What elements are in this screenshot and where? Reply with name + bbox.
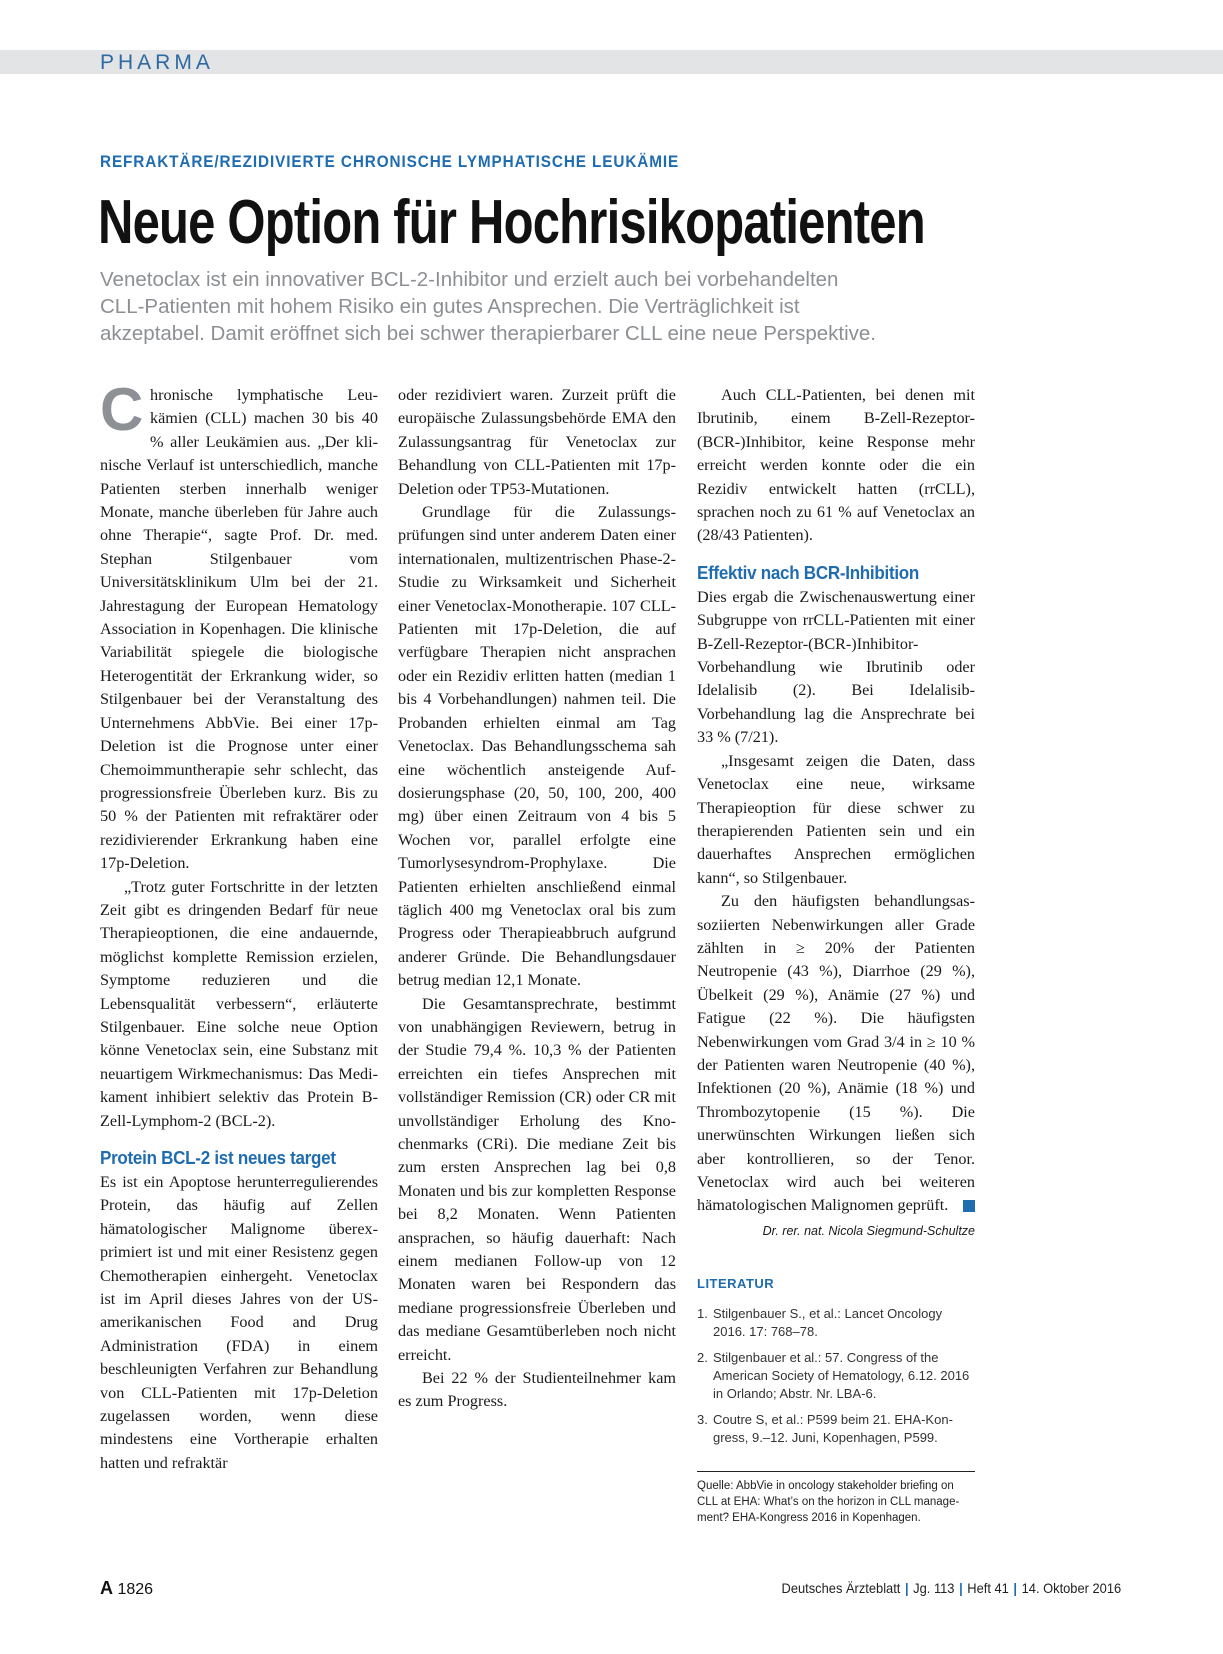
article-column-2 bbox=[398, 384, 676, 1414]
footer-separator: | bbox=[958, 1580, 963, 1596]
body-paragraph: oder rezidiviert waren. Zurzeit prüft die europäische Zulassungsbehörde EMA den Zulassungsantrag für Venetoclax zur Behandlung von CLL-Patienten mit 17p-Deletion oder TP53-Mutationen. bbox=[398, 386, 676, 498]
paragraph-text: Zu den häufigsten behandlungsassoziierten Nebenwirkungen aller Grade zählten in ≥ 20% der Patienten Neutropenie (43 %), Diarrhoe (29 %), Übelkeit (29 %), Anämie (27 %) und Fatigue (22 %). Die häufigsten Nebenwirkungen vom Grad 3/4 in ≥ 10 % der Patienten waren Neutropenie (40 %), Infektionen (20 %), Anämie (18 %) und Thrombozytopenie (15 %). Die unerwünschten Wirkungen ließen sich aber kontrollieren, so der Tenor. Venetoclax wird auch bei weiteren hämatologischen Malignomen geprüft. bbox=[697, 892, 975, 1215]
end-of-article-icon bbox=[963, 1200, 975, 1212]
body-paragraph: „Trotz guter Fortschritte in der letzten Zeit gibt es dringenden Bedarf für neue Therapieoptionen, die eine andauernde, möglichst komplette Remission erzielen, Symptome reduzieren und die Lebensqualität verbessern“, erläuterte Stilgenbauer. Eine solche neue Option könne Venetoclax sein, eine Substanz mit neuartigem Wirkmechanismus: Das Medikament inhibiert selektiv das Protein B-Zell-Lymphom-2 (BCL-2). bbox=[100, 877, 378, 1130]
journal-issue: Heft 41 bbox=[967, 1580, 1009, 1596]
body-paragraph: „Insgesamt zeigen die Daten, dass Venetoclax eine neue, wirksame Therapieoption für diese schwer zu therapierenden Patienten sein und ein dauerhaftes Ansprechen ermöglichen kann“, so Stilgenbauer. bbox=[697, 751, 975, 887]
journal-date: 14. Oktober 2016 bbox=[1021, 1580, 1121, 1596]
drop-cap: C bbox=[100, 376, 144, 443]
paragraph-text: hronische lymphatische Leukämien (CLL) machen 30 bis 40 % aller Leukämien aus. „Der klinische Verlauf ist unterschiedlich, manche Patienten sterben innerhalb weniger Monate, manche überleben für Jahre auch ohne Therapie“, sagte Prof. Dr. med. Stephan Stilgenbauer vom Universitätsklinikum Ulm bei der 21. Jahrestagung der European Hematology Association in Kopenhagen. Die klinische Variabilität spiegele die biologische Heterogentität der Erkrankung wider, so Stilgenbauer bei der Veranstaltung des Unternehmens AbbVie. Bei einer 17p-Deletion ist die Prognose unter einer Chemoimmuntherapie sehr schlecht, das progressionsfreie Überleben kurz. Bis zu 50 % der Patienten mit refraktärer oder rezidivierender Erkrankung haben eine 17p-Deletion. bbox=[100, 386, 378, 873]
journal-footer bbox=[781, 1580, 1121, 1596]
footer-separator: | bbox=[904, 1580, 909, 1596]
footer-separator: | bbox=[1013, 1580, 1017, 1596]
lead-line: Venetoclax ist ein innovativer BCL-2-Inhibitor und erzielt auch bei vorbehandelten bbox=[100, 268, 839, 291]
reference-item bbox=[697, 1349, 975, 1403]
body-paragraph: Dies ergab die Zwischenauswertung einer Subgruppe von rrCLL-Patienten mit einer B-Zell-Rezeptor-(BCR-)Inhibitor-Vorbehandlung wie Ibrutinib oder Idelalisib (2). Bei Idelalisib-Vorbehandlung lag die Ansprechrate bei 33 % (7/21). bbox=[697, 587, 975, 747]
reference-number: 3. bbox=[697, 1412, 708, 1428]
section-label: PHARMA bbox=[100, 51, 214, 74]
page-number-value: 1826 bbox=[117, 1581, 154, 1598]
page-number bbox=[100, 1578, 153, 1599]
lead-line: akzeptabel. Damit eröffnet sich bei schwer therapierbarer CLL eine neue Perspektive. bbox=[100, 322, 877, 345]
literature-heading: LITERATUR bbox=[697, 1275, 775, 1291]
article-lead bbox=[100, 266, 980, 347]
reference-text: Stilgenbauer S., et al.: Lancet Oncology 2016. 17: 768–78. bbox=[713, 1306, 943, 1340]
subheading: Effektiv nach BCR-Inhibition bbox=[697, 561, 920, 583]
source-note: Quelle: AbbVie in oncology stakeholder briefing on CLL at EHA: What’s on the horizon in CLL management? EHA-Kongress 2016 in Kopenhagen. bbox=[697, 1471, 975, 1526]
body-paragraph: Grundlage für die Zulassungsprüfungen sind unter anderem Daten einer internationalen, multizentrischen Phase-2-Studie zu Wirksamkeit und Sicherheit einer Venetoclax-Monotherapie. 107 CLL-Patienten mit 17p-Deletion, die auf verfügbare Therapien nicht ansprachen oder ein Rezidiv erlitten hatten (median 1 bis 4 Vorbehandlungen) nahmen teil. Die Probanden erhielten einmal am Tag Venetoclax. Das Behandlungsschema sah eine wöchentlich ansteigende Aufdosierungsphase (20, 50, 100, 200, 400 mg) über einen Zeitraum von 4 bis 5 Wochen vor, parallel erfolgte eine Tumorlysesyndrom-Prophylaxe. Die Patienten erhielten anschließend einmal täglich 400 mg Venetoclax oral bis zum Progress oder Therapieabbruch aufgrund anderer Gründe. Die Behandlungsdauer betrug median 12,1 Monate. bbox=[398, 503, 676, 990]
reference-list bbox=[697, 1305, 975, 1447]
article-kicker: REFRAKTÄRE/REZIDIVIERTE CHRONISCHE LYMPHATISCHE LEUKÄMIE bbox=[100, 152, 680, 171]
reference-number: 1. bbox=[697, 1306, 708, 1322]
page-prefix: A bbox=[100, 1578, 113, 1598]
body-paragraph bbox=[697, 890, 975, 1218]
article-column-1 bbox=[100, 376, 378, 1475]
journal-name: Deutsches Ärzteblatt bbox=[781, 1580, 901, 1596]
reference-text: Coutre S, et al.: P599 beim 21. EHA-Kongress, 9.–12. Juni, Kopenhagen, P599. bbox=[713, 1412, 953, 1446]
reference-number: 2. bbox=[697, 1350, 708, 1366]
body-paragraph: Es ist ein Apoptose herunterregulierendes Protein, das häufig auf Zellen hämatologischer Malignome überexprimiert ist und mit einer Resistenz gegen Chemotherapien einhergeht. Venetoclax ist im April dieses Jahres von der US-amerikanischen Food and Drug Administration (FDA) in einem beschleunigten Verfahren zur Behandlung von CLL-Patienten mit 17p-Deletion zugelassen worden, wenn diese mindestens eine Vortherapie erhalten hatten und refraktär bbox=[100, 1173, 378, 1472]
body-paragraph bbox=[100, 376, 378, 876]
author-byline: Dr. rer. nat. Nicola Siegmund-Schultze bbox=[762, 1223, 975, 1238]
article-column-3 bbox=[697, 384, 975, 1526]
reference-text: Stilgenbauer et al.: 57. Congress of the American Society of Hematology, 6.12. 2016 in Orlando; Abstr. Nr. LBA-6. bbox=[713, 1350, 970, 1402]
journal-volume: Jg. 113 bbox=[913, 1580, 955, 1596]
subheading: Protein BCL-2 ist neues target bbox=[100, 1147, 336, 1168]
lead-line: CLL-Patienten mit hohem Risiko ein gutes Ansprechen. Die Verträglichkeit ist bbox=[100, 295, 800, 318]
article-headline: Neue Option für Hochrisikopatienten bbox=[98, 188, 925, 257]
body-paragraph: Die Gesamtansprechrate, bestimmt von unabhängigen Reviewern, betrug in der Studie 79,4 %. 10,3 % der Patienten erreichten ein tiefes Ansprechen mit vollständiger Remission (CR) oder CR mit unvollständiger Erholung des Knochenmarks (CRi). Die mediane Zeit bis zum ersten Ansprechen lag bei 0,8 Monaten und bis zur kompletten Response bei 8,2 Monaten. Wenn Patienten ansprachen, so häufig dauerhaft: Nach einem medianen Follow-up von 12 Monaten waren bei Respondern das mediane progressionsfreie Überleben und das mediane Gesamtüberleben noch nicht erreicht. bbox=[398, 994, 676, 1364]
reference-item bbox=[697, 1305, 975, 1341]
reference-item bbox=[697, 1411, 975, 1447]
body-paragraph: Bei 22 % der Studienteilnehmer kam es zum Progress. bbox=[398, 1369, 676, 1411]
body-paragraph: Auch CLL-Patienten, bei denen mit Ibrutinib, einem B-Zell-Rezeptor-(BCR-)Inhibitor, keine Response mehr erreicht werden konnte oder die ein Rezidiv entwickelt hatten (rrCLL), sprachen noch zu 61 % auf Venetoclax an (28/43 Patienten). bbox=[697, 386, 975, 545]
